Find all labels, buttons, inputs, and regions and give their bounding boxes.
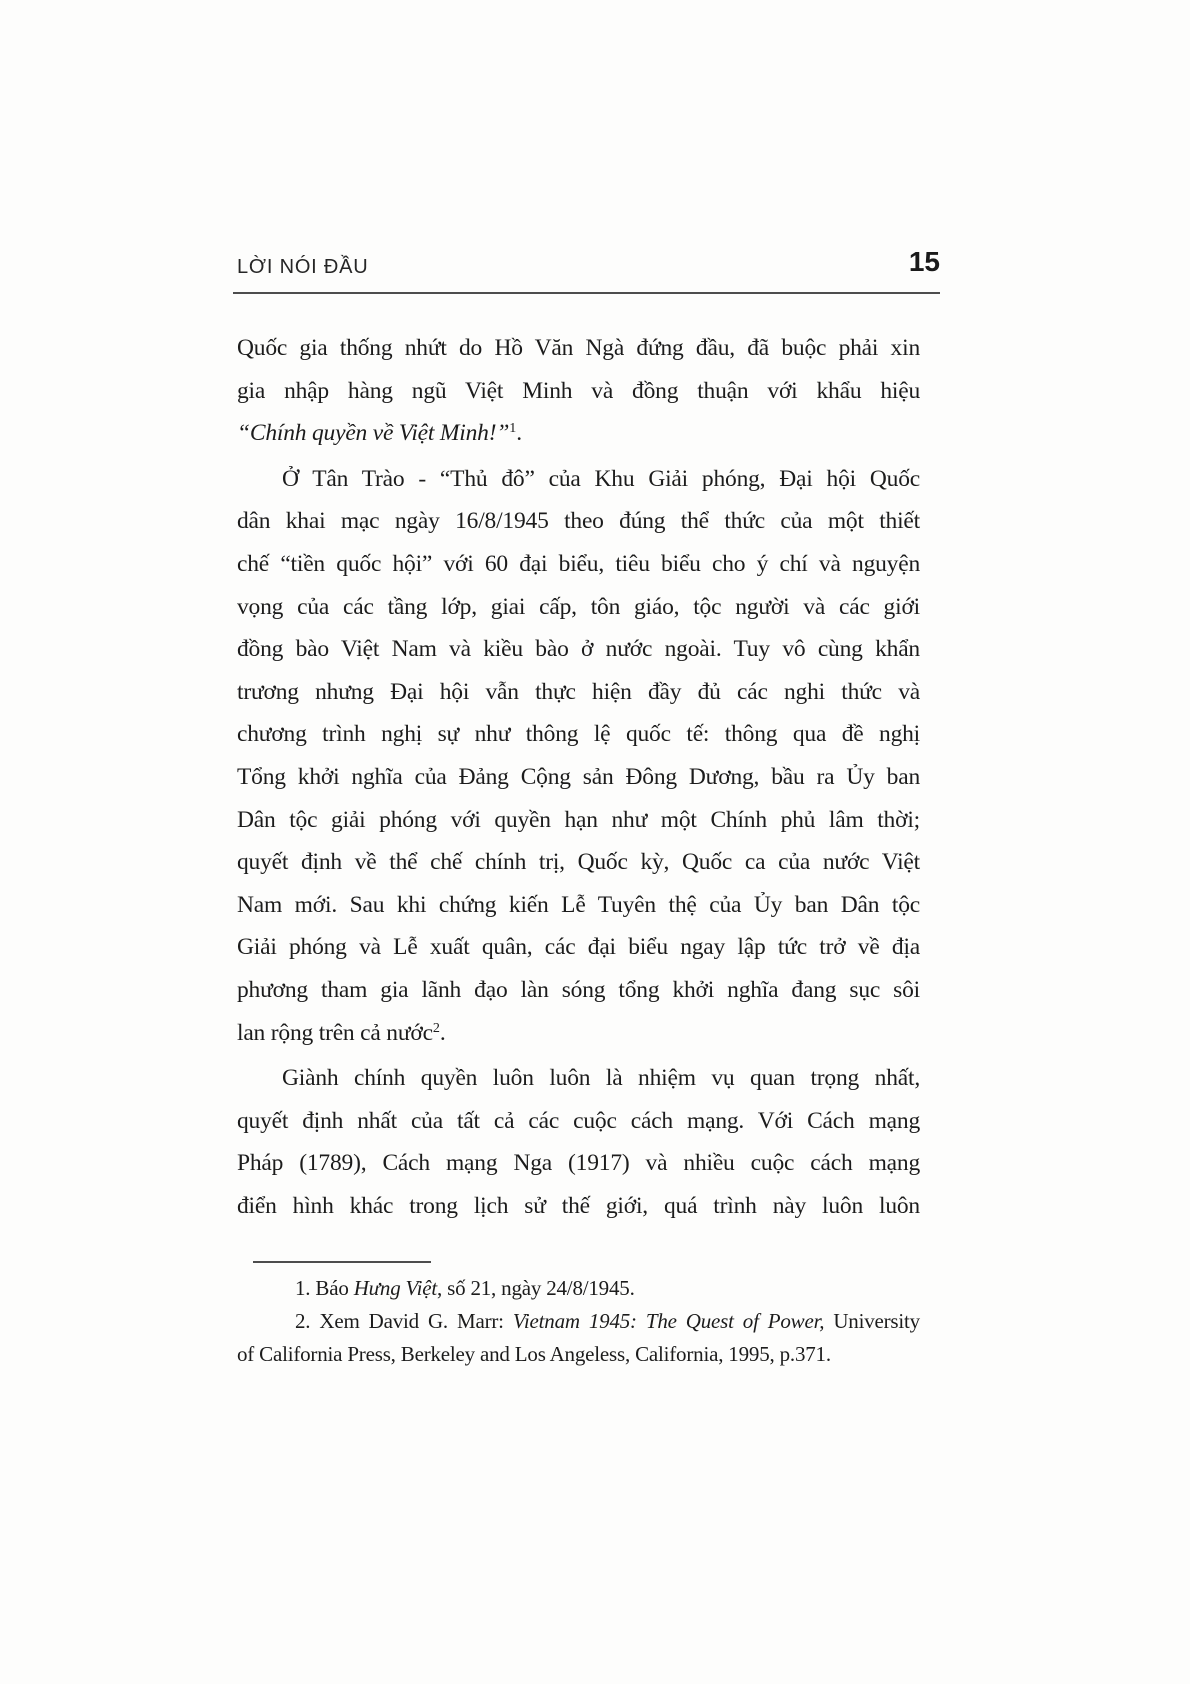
- text-line: [237, 1100, 920, 1143]
- text-line: [237, 543, 920, 586]
- text-segment: “Chính quyền về Việt Minh!”: [237, 420, 510, 447]
- text-segment: of California Press, Berkeley and Los Angeless, California, 1995, p.371.: [237, 1342, 831, 1366]
- text-segment: đồng bào Việt Nam và kiều bào ở nước ngoài. Tuy vô cùng khẩn: [237, 636, 920, 663]
- text-line: [237, 412, 920, 458]
- text-segment: điển hình khác trong lịch sử thế giới, quá trình này luôn luôn: [237, 1192, 920, 1219]
- text-line: [237, 969, 920, 1012]
- text-segment: Vietnam 1945: The Quest of Power,: [512, 1309, 825, 1333]
- text-segment: chương trình nghị sự như thông lệ quốc tế: thông qua đề nghị: [237, 721, 920, 748]
- text-segment: , số 21, ngày 24/8/1945.: [437, 1276, 635, 1300]
- text-line: [237, 713, 920, 756]
- footnote-separator: [253, 1261, 431, 1263]
- text-segment: quyết định về thể chế chính trị, Quốc kỳ, Quốc ca của nước Việt: [237, 849, 920, 876]
- page-number: 15: [908, 246, 940, 277]
- text-line: [237, 884, 920, 927]
- text-line: [237, 671, 920, 714]
- text-segment: Hưng Việt: [353, 1276, 438, 1300]
- text-segment: Giải phóng và Lễ xuất quân, các đại biểu ngay lập tức trở về địa: [237, 934, 920, 961]
- text-segment: trương nhưng Đại hội vẫn thực hiện đầy đủ các nghi thức và: [237, 678, 920, 705]
- text-segment: lan rộng trên cả nước: [237, 1019, 433, 1046]
- text-segment: Nam mới. Sau khi chứng kiến Lễ Tuyên thệ của Ủy ban Dân tộc: [237, 891, 920, 918]
- text-segment: vọng của các tầng lớp, giai cấp, tôn giáo, tộc người và các giới: [237, 593, 920, 620]
- text-segment: University: [824, 1309, 920, 1333]
- text-segment: Ở Tân Trào - “Thủ đô” của Khu Giải phóng, Đại hội Quốc: [282, 465, 920, 492]
- text-segment: 1. Báo: [295, 1276, 354, 1300]
- text-line: [237, 1012, 920, 1058]
- footnote-marker: 2: [432, 1019, 440, 1036]
- text-line: [237, 1057, 920, 1100]
- text-line: [237, 370, 920, 413]
- running-header-title: LỜI NÓI ĐẦU: [237, 256, 369, 278]
- text-segment: chế “tiền quốc hội” với 60 đại biểu, tiêu biểu cho ý chí và nguyện: [237, 550, 920, 577]
- header-rule: [233, 292, 940, 294]
- footnote-marker: 1: [509, 420, 517, 437]
- text-segment: Quốc gia thống nhứt do Hồ Văn Ngà đứng đầu, đã buộc phải xin: [237, 335, 920, 361]
- text-line: [237, 1338, 920, 1371]
- text-segment: quyết định nhất của tất cả các cuộc cách mạng. Với Cách mạng: [237, 1107, 920, 1134]
- text-line: [237, 1185, 920, 1228]
- text-line: [237, 458, 920, 501]
- text-line: [237, 756, 920, 799]
- text-segment: dân khai mạc ngày 16/8/1945 theo đúng thể thức của một thiết: [237, 508, 920, 535]
- text-line: [237, 841, 920, 884]
- text-segment: Dân tộc giải phóng với quyền hạn như một Chính phủ lâm thời;: [237, 806, 920, 833]
- text-line: [237, 1272, 920, 1305]
- text-segment: Pháp (1789), Cách mạng Nga (1917) và nhiều cuộc cách mạng: [237, 1150, 920, 1177]
- text-segment: .: [516, 420, 522, 447]
- text-segment: .: [439, 1019, 446, 1046]
- text-line: [237, 1142, 920, 1185]
- text-line: [237, 327, 920, 370]
- text-line: [237, 926, 920, 969]
- text-line: [237, 628, 920, 671]
- text-segment: 2. Xem David G. Marr:: [295, 1309, 513, 1333]
- footnotes: [237, 1272, 920, 1371]
- text-segment: phương tham gia lãnh đạo làn sóng tổng khởi nghĩa đang sục sôi: [237, 976, 920, 1003]
- text-line: [237, 586, 920, 629]
- text-segment: gia nhập hàng ngũ Việt Minh và đồng thuận với khẩu hiệu: [237, 377, 920, 404]
- text-line: [237, 799, 920, 842]
- text-segment: Tổng khởi nghĩa của Đảng Cộng sản Đông Dương, bầu ra Ủy ban: [237, 763, 920, 790]
- text-line: [237, 1305, 920, 1338]
- text-line: [237, 500, 920, 543]
- text-segment: Giành chính quyền luôn luôn là nhiệm vụ quan trọng nhất,: [282, 1065, 920, 1092]
- body-text: [237, 327, 920, 1227]
